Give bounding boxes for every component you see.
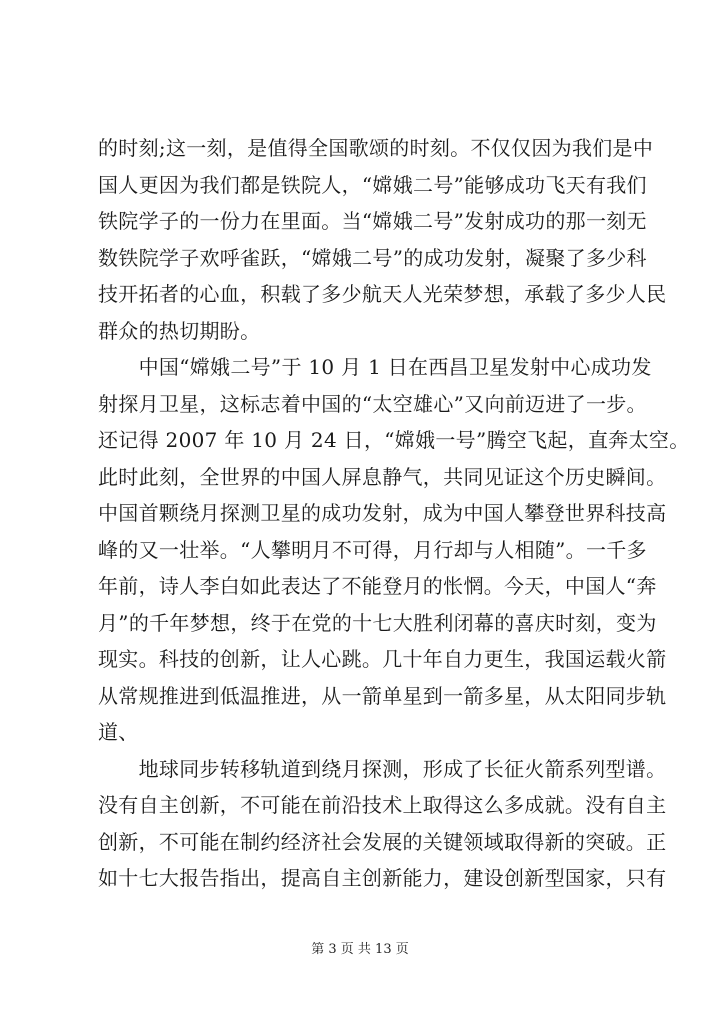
text-line: 还记得 2007 年 10 月 24 日，“嫦娥一号”腾空飞起，直奔太空。 [98,428,690,452]
text-line: 铁院学子的一份力在里面。当“嫦娥二号”发射成功的那一刻无 [98,209,647,233]
text-line: 创新，不可能在制约经济社会发展的关键领域取得新的突破。正 [98,829,667,854]
text-line: 群众的热切期盼。 [98,318,261,343]
text-line: 峰的又一壮举。“人攀明月不可得，月行却与人相随”。一千多 [98,537,647,562]
text-line: 没有自主创新，不可能在前沿技术上取得这么多成就。没有自主 [98,793,667,817]
text-line: 中国首颗绕月探测卫星的成功发射，成为中国人攀登世界科技高 [98,501,667,525]
text-line: 此时此刻，全世界的中国人屏息静气，共同见证这个历史瞬间。 [98,464,667,489]
text-line: 中国“嫦娥二号”于 10 月 1 日在西昌卫星发射中心成功发 [98,355,652,379]
text-line: 月”的千年梦想，终于在党的十七大胜利闭幕的喜庆时刻，变为 [98,610,657,635]
text-line: 年前，诗人李白如此表达了不能登月的怅惘。今天，中国人“奔 [98,574,657,598]
text-line: 射探月卫星，这标志着中国的“太空雄心”又向前迈进了一步。 [98,391,647,416]
text-line: 从常规推进到低温推进，从一箭单星到一箭多星，从太阳同步轨 [98,683,667,708]
text-line: 数铁院学子欢呼雀跃，“嫦娥二号”的成功发射，凝聚了多少科 [98,245,647,270]
page-number-footer: 第 3 页 共 13 页 [311,942,409,957]
body-text [98,130,690,897]
text-line: 的时刻;这一刻，是值得全国歌颂的时刻。不仅仅因为我们是中 [98,136,654,160]
text-line: 道、 [98,720,139,744]
text-line: 国人更因为我们都是铁院人，“嫦娥二号”能够成功飞天有我们 [98,172,647,197]
text-line: 技开拓者的心血，积载了多少航天人光荣梦想，承载了多少人民 [98,282,667,306]
text-line: 现实。科技的创新，让人心跳。几十年自力更生，我国运载火箭 [98,647,667,671]
text-line: 如十七大报告指出，提高自主创新能力，建设创新型国家，只有 [98,866,667,890]
text-line: 地球同步转移轨道到绕月探测，形成了长征火箭系列型谱。 [98,756,667,781]
